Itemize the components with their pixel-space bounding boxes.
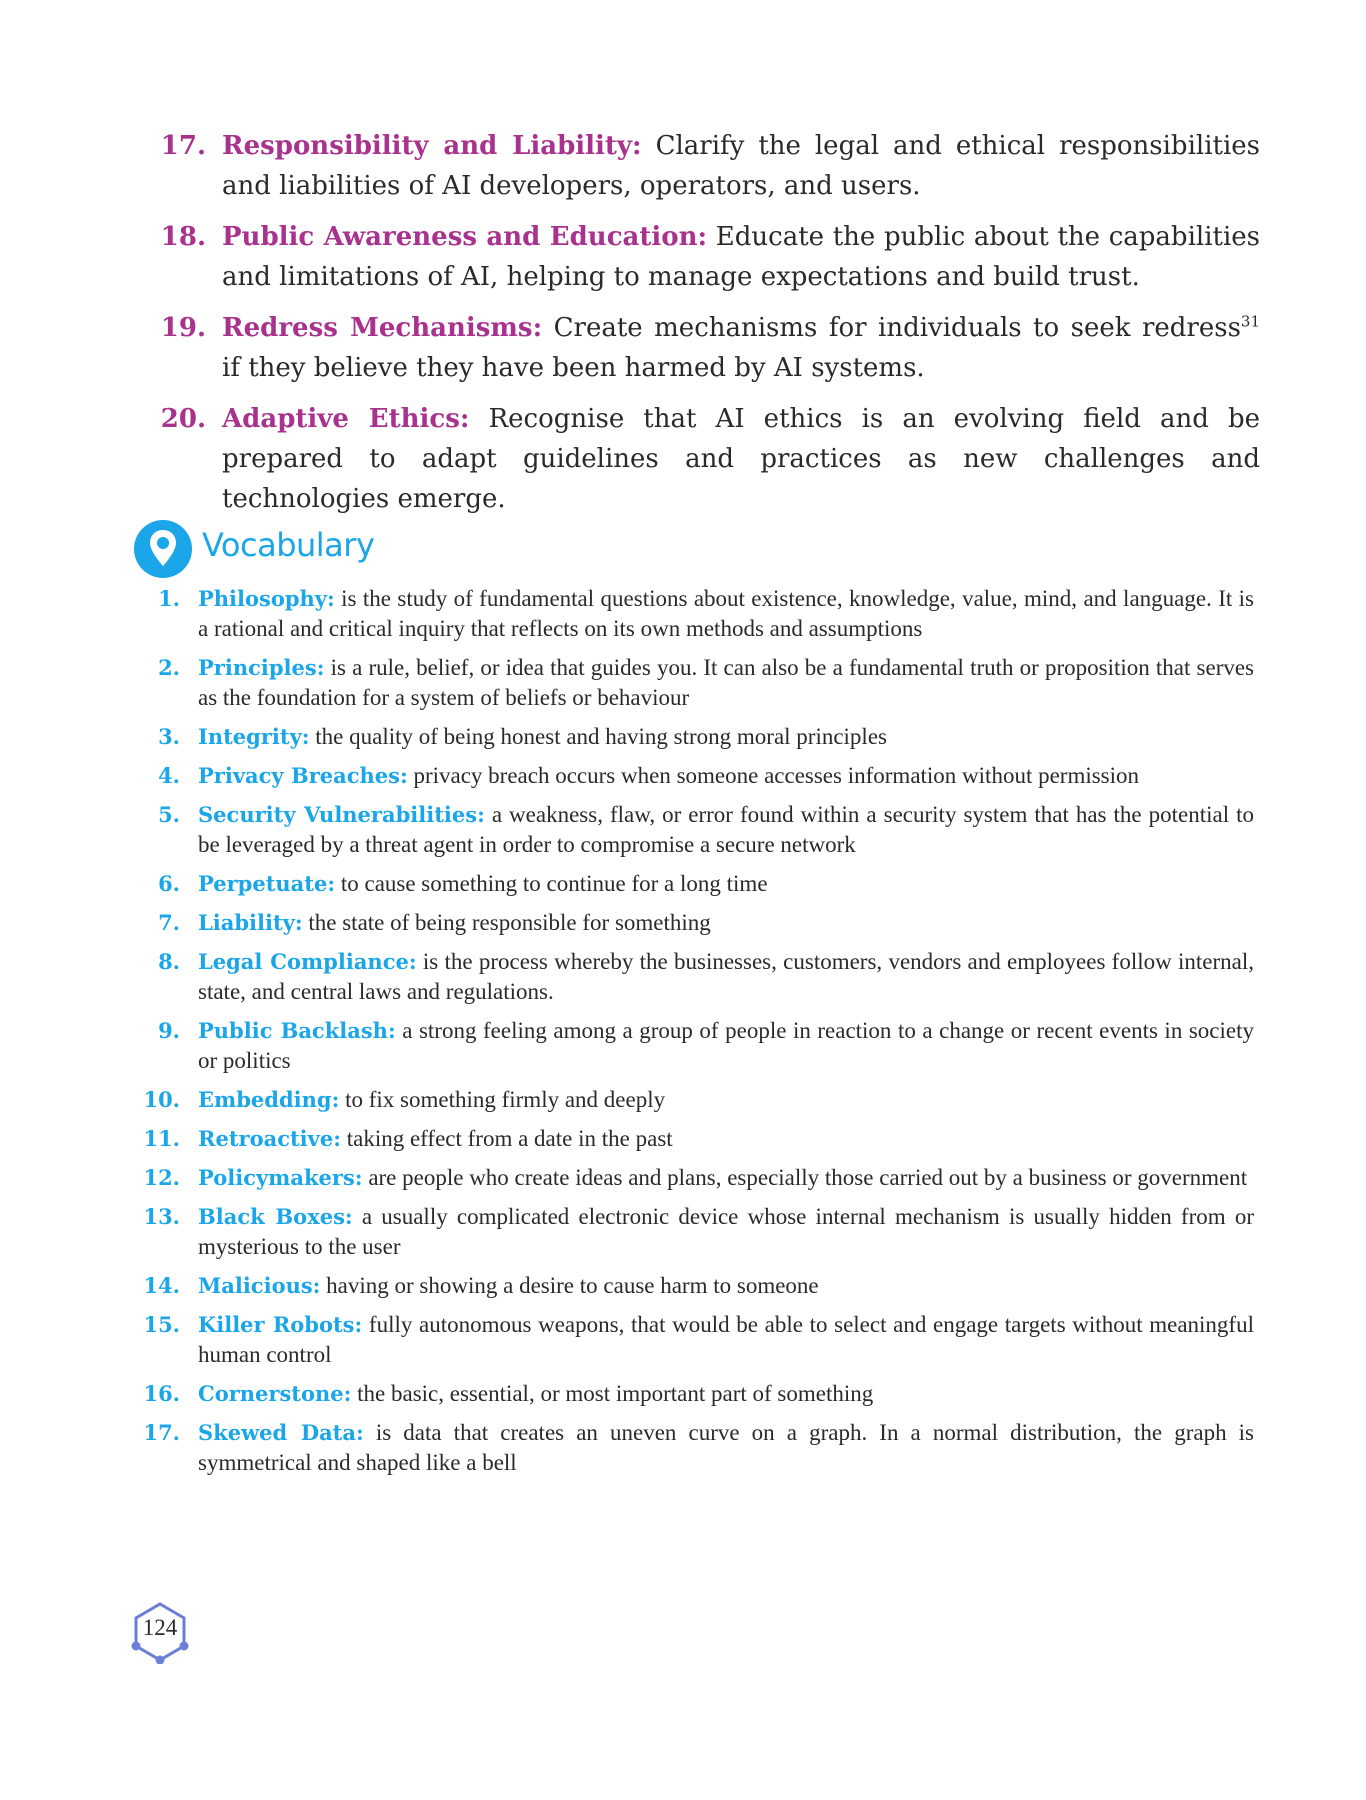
guideline-number: 17. — [160, 131, 206, 161]
vocab-definition: is the study of fundamental questions about existence, knowledge, value, mind, and language. It is a rational and critical inquiry that reflects on its own methods and assumptions — [198, 586, 1255, 641]
vocab-term: Perpetuate: — [198, 871, 336, 896]
vocab-term: Philosophy: — [198, 586, 335, 611]
vocab-item — [130, 1085, 1254, 1115]
vocab-item — [130, 1310, 1254, 1370]
guideline-number: 18. — [160, 222, 206, 252]
vocab-item — [130, 1202, 1254, 1262]
vocabulary-header — [134, 520, 534, 580]
vocab-item — [130, 1379, 1254, 1409]
vocab-item — [130, 947, 1254, 1007]
guideline-number: 20. — [160, 404, 206, 434]
guideline-item — [150, 308, 1260, 388]
vocabulary-list — [130, 584, 1254, 1487]
vocab-number: 9. — [158, 1018, 180, 1043]
vocab-number: 4. — [158, 763, 180, 788]
vocab-item — [130, 653, 1254, 713]
vocab-number: 11. — [143, 1126, 180, 1151]
vocab-item — [130, 1418, 1254, 1478]
vocab-number: 6. — [158, 871, 180, 896]
footnote-ref: 31 — [1240, 312, 1261, 331]
vocab-term: Privacy Breaches: — [198, 763, 408, 788]
guideline-text: Clarify the legal and ethical responsibilities and liabilities of AI developers, operators, and users. — [222, 131, 1261, 201]
guideline-text: Recognise that AI ethics is an evolving field and be prepared to adapt guidelines and practices as new challenges and technologies emerge. — [222, 404, 1261, 514]
vocab-term: Skewed Data: — [198, 1420, 364, 1445]
vocab-definition: a strong feeling among a group of people in reaction to a change or recent events in society or politics — [198, 1018, 1255, 1073]
guideline-term: Public Awareness and Education: — [222, 222, 708, 252]
guideline-text: Create mechanisms for individuals to seek redress — [553, 313, 1241, 343]
vocab-definition: are people who create ideas and plans, especially those carried out by a business or government — [368, 1165, 1248, 1190]
vocab-number: 3. — [158, 724, 180, 749]
vocab-definition: taking effect from a date in the past — [346, 1126, 673, 1151]
vocab-item — [130, 1163, 1254, 1193]
vocab-item — [130, 800, 1254, 860]
vocab-number: 2. — [158, 655, 180, 680]
vocab-definition: is the process whereby the businesses, customers, vendors and employees follow internal, state, and central laws and regulations. — [198, 949, 1255, 1004]
vocab-definition: is data that creates an uneven curve on a graph. In a normal distribution, the graph is symmetrical and shaped like a bell — [198, 1420, 1255, 1475]
vocab-term: Liability: — [198, 910, 303, 935]
vocab-term: Retroactive: — [198, 1126, 341, 1151]
guideline-text: Educate the public about the capabilities and limitations of AI, helping to manage expectations and build trust. — [222, 222, 1261, 292]
vocab-number: 14. — [143, 1273, 180, 1298]
vocab-number: 13. — [143, 1204, 180, 1229]
vocab-definition: is a rule, belief, or idea that guides you. It can also be a fundamental truth or proposition that serves as the foundation for a system of beliefs or behaviour — [198, 655, 1255, 710]
location-pin-icon — [134, 520, 192, 578]
vocab-definition: privacy breach occurs when someone accesses information without permission — [413, 763, 1140, 788]
vocab-number: 15. — [143, 1312, 180, 1337]
vocab-number: 5. — [158, 802, 180, 827]
page-number: 124 — [142, 1615, 178, 1640]
vocab-term: Security Vulnerabilities: — [198, 802, 485, 827]
vocab-term: Malicious: — [198, 1273, 321, 1298]
vocab-number: 10. — [143, 1087, 180, 1112]
page-number-badge — [128, 1600, 192, 1664]
vocab-definition: the basic, essential, or most important part of something — [357, 1381, 874, 1406]
vocab-number: 8. — [158, 949, 180, 974]
guidelines-list — [150, 126, 1260, 530]
vocab-item — [130, 761, 1254, 791]
vocab-number: 12. — [143, 1165, 180, 1190]
vocab-term: Policymakers: — [198, 1165, 363, 1190]
vocab-term: Public Backlash: — [198, 1018, 396, 1043]
vocab-number: 1. — [158, 586, 180, 611]
vocab-definition: having or showing a desire to cause harm to someone — [326, 1273, 819, 1298]
guideline-item — [150, 126, 1260, 206]
vocab-definition: to cause something to continue for a long time — [340, 871, 768, 896]
vocab-definition: to fix something firmly and deeply — [345, 1087, 666, 1112]
vocab-item — [130, 1016, 1254, 1076]
vocab-item — [130, 908, 1254, 938]
guideline-number: 19. — [160, 313, 206, 343]
vocab-number: 17. — [143, 1420, 180, 1445]
guideline-term: Adaptive Ethics: — [222, 404, 470, 434]
vocab-definition: fully autonomous weapons, that would be able to select and engage targets without meaningful human control — [198, 1312, 1254, 1367]
guideline-term: Redress Mechanisms: — [222, 313, 543, 343]
vocab-term: Legal Compliance: — [198, 949, 417, 974]
vocab-item — [130, 584, 1254, 644]
vocab-term: Integrity: — [198, 724, 310, 749]
vocab-definition: a usually complicated electronic device whose internal mechanism is usually hidden from or mysterious to the user — [198, 1204, 1255, 1259]
vocab-definition: the quality of being honest and having strong moral principles — [315, 724, 887, 749]
vocabulary-title: Vocabulary — [202, 526, 375, 564]
vocab-number: 16. — [143, 1381, 180, 1406]
vocab-term: Cornerstone: — [198, 1381, 352, 1406]
guideline-item — [150, 217, 1260, 297]
vocab-term: Killer Robots: — [198, 1312, 363, 1337]
vocab-term: Embedding: — [198, 1087, 340, 1112]
vocab-term: Black Boxes: — [198, 1204, 353, 1229]
vocab-item — [130, 869, 1254, 899]
guideline-item — [150, 399, 1260, 519]
vocab-item — [130, 1124, 1254, 1154]
vocab-term: Principles: — [198, 655, 325, 680]
vocab-item — [130, 1271, 1254, 1301]
guideline-term: Responsibility and Liability: — [222, 131, 642, 161]
vocab-item — [130, 722, 1254, 752]
vocab-definition: the state of being responsible for something — [308, 910, 711, 935]
vocab-definition: a weakness, flaw, or error found within a security system that has the potential to be leveraged by a threat agent in order to compromise a secure network — [198, 802, 1255, 857]
vocab-number: 7. — [158, 910, 180, 935]
guideline-text-continued: if they believe they have been harmed by AI systems. — [222, 353, 925, 383]
